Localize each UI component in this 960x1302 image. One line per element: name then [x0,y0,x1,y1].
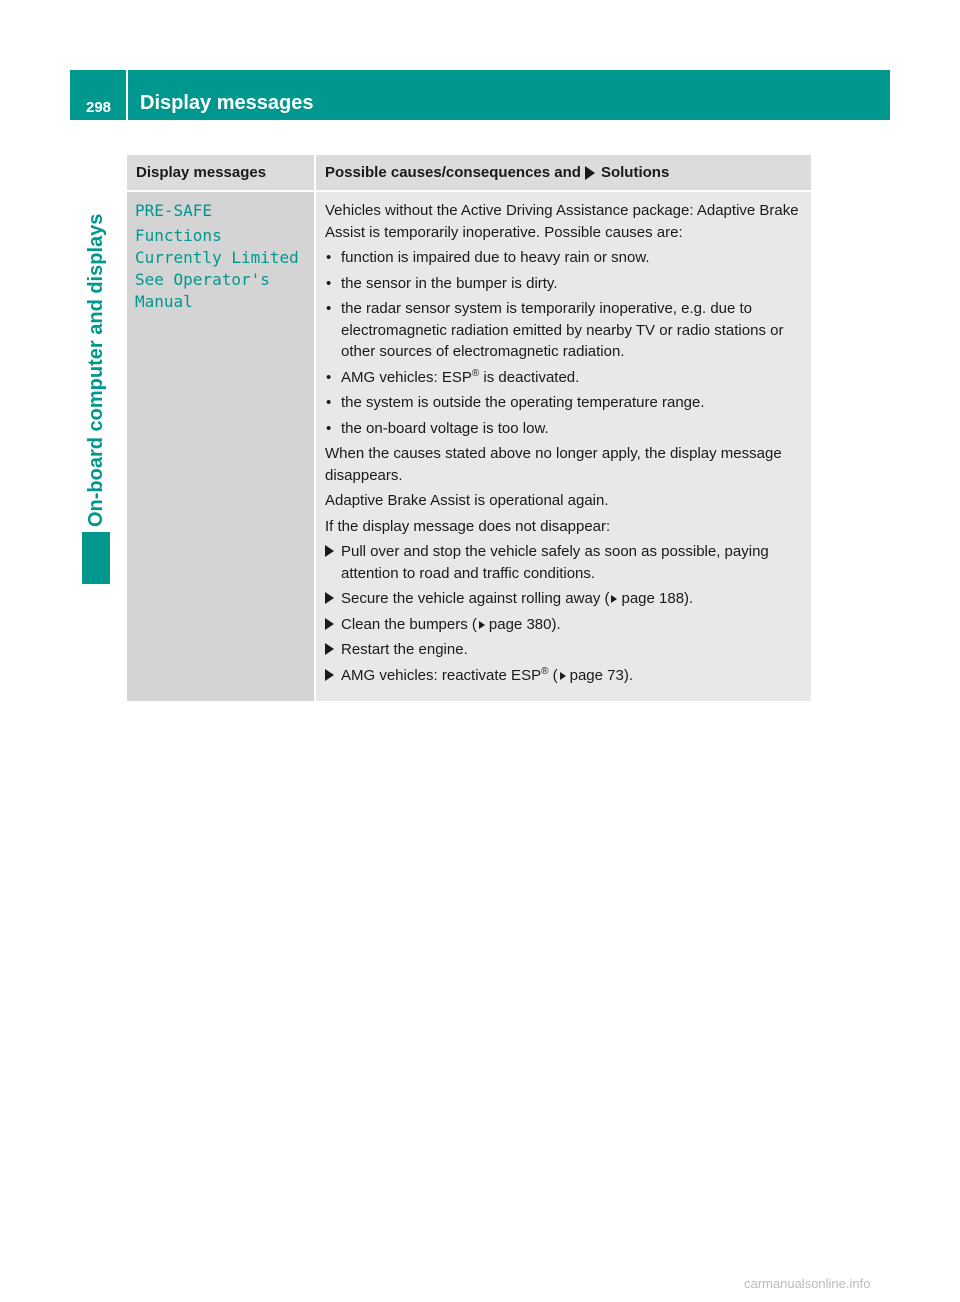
page-number: 298 [85,99,112,116]
cause-item: • the on-board voltage is too low. [325,418,803,440]
cause-amg-text-end: is deactivated. [479,368,580,386]
cause-item: • the sensor in the bumper is dirty. [325,273,803,295]
page-title: Display messages [140,92,314,114]
page-reference-icon [560,672,566,680]
side-tab-marker [82,532,110,584]
paragraph: If the display message does not disappear: [325,517,611,535]
step-arrow-icon [325,592,334,604]
column-header-solutions: Solutions [600,164,670,181]
step-text: AMG vehicles: reactivate ESP [341,666,542,684]
step-text: Secure the vehicle against rolling away ( [341,590,610,607]
column-header-display-messages: Display messages [136,164,267,181]
cause-item: • the system is outside the operating temperature range. [325,392,803,414]
header-divider [126,70,128,120]
step-arrow-icon [325,669,334,681]
watermark-text: carmanualsonline.info [744,1276,871,1291]
display-message-line: PRE-SAFE [135,201,213,220]
solution-step [325,614,803,636]
paragraph: Adaptive Brake Assist is operational again. [325,492,609,509]
side-tab-label: On-board computer and displays [85,213,107,527]
display-messages-table [127,155,811,701]
solution-step [325,639,803,661]
solution-step [325,541,803,584]
arrow-icon [585,166,595,180]
registered-mark: ® [471,367,480,379]
step-arrow-icon [325,545,334,557]
intro-text: Vehicles without the Active Driving Assistance package: Adaptive Brake Assist is temporarily inoperative. Possible causes are: [325,202,799,241]
step-text: Clean the bumpers ( [341,615,477,633]
causes-solutions-cell [314,192,811,701]
table-row [127,192,811,701]
solution-step [325,665,803,687]
step-text: Restart the engine. [341,641,468,658]
step-arrow-icon [325,643,334,655]
display-message-line: Manual [135,292,193,311]
display-message-cell [127,192,314,701]
cause-item-amg [325,367,803,389]
page-reference-icon [479,621,485,629]
cause-item: • the radar sensor system is temporarily inoperative, e.g. due to electromagnetic radiation emitted by nearby TV or radio stations or other sources of electromagnetic radiation. [325,298,803,363]
step-arrow-icon [325,618,334,630]
page-reference-link[interactable]: page 188). [621,590,694,607]
solution-step [325,588,803,610]
display-message-line: Currently Limited [135,248,299,267]
display-message-line: Functions [135,226,222,245]
display-message-line: See Operator's [135,270,270,289]
step-text: Pull over and stop the vehicle safely as soon as possible, paying attention to road and traffic conditions. [341,543,769,582]
page-reference-icon [611,595,617,603]
paragraph: When the causes stated above no longer apply, the display message disappears. [325,445,782,484]
table-header [127,155,811,192]
cause-item: • function is impaired due to heavy rain or snow. [325,247,803,269]
cause-amg-text: AMG vehicles: ESP [341,368,472,386]
column-header-causes-solutions [314,155,811,190]
registered-mark: ® [541,665,549,677]
column-header-causes: Possible causes/consequences and [325,164,581,181]
page-reference-link[interactable]: page 73). [569,666,634,684]
step-text-mid: ( [548,666,558,684]
page-reference-link[interactable]: page 380). [488,615,561,633]
